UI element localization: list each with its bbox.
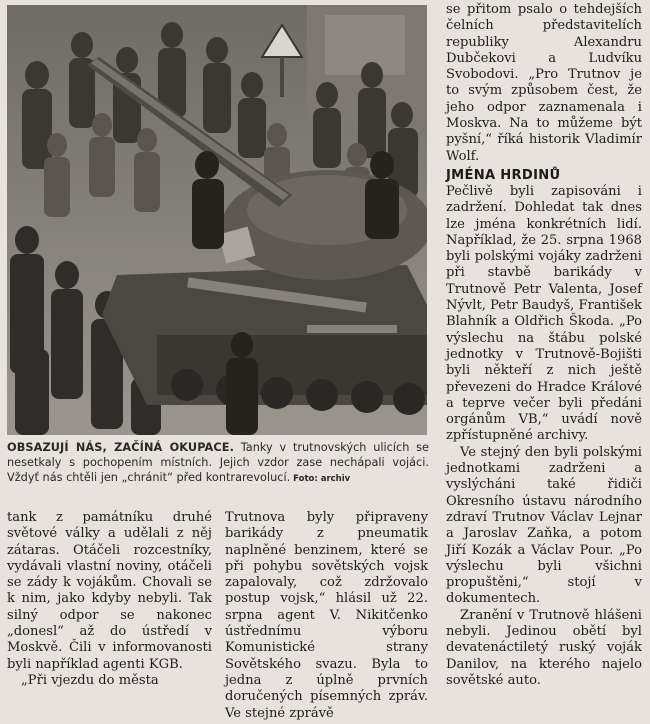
tank-crowd-illustration <box>7 5 427 435</box>
paragraph: „Při vjezdu do města <box>21 672 159 688</box>
caption-text: Tanky v trutnovských ulicích se nesetkaly s pochopením místních. Jejich vzdor zase nechápali vojáci. Vždyť nás chtěli jen „chránit“ před kontrarevolucí. <box>7 441 430 484</box>
paragraph: Trutnova byly připraveny barikády z pneumatik naplněné benzinem, které se při pohybu sovětských vojsk zapalovaly, což zdržovalo postup vojsk,“ hlásil už 22. srpna agent V. Nikitčenko ústřednímu výboru Komunistické strany Sovětského svazu. Byla to jedna z úplně prvních doručených písemných zpráv. Ve stejné zprávě <box>225 510 428 721</box>
paragraph: Zranění v Trutnově hlášeni nebyli. Jedinou obětí byl devatenáctiletý ruský voják Danilov, na kterého najelo sovětské auto. <box>446 607 642 688</box>
section-heading: JMÉNA HRDINŮ <box>446 167 561 183</box>
news-photo <box>7 5 427 435</box>
paragraph: se přitom psalo o tehdejších čelních představitelích republiky Alexandru Dubčekovi a Ludvíku Svobodovi. „Pro Trutnov je to svým způsobem čest, že jeho odpor zaznamenala i Moskva. Na to můžeme být pyšní,“ říká historik Vladimír Wolf. <box>446 2 642 164</box>
article-column-right <box>446 2 642 689</box>
article-column-bottom-middle <box>225 510 428 722</box>
paragraph: Ve stejný den byli polskými jednotkami zadrženi a vyslýcháni také řidiči Okresního ústavu národního zdraví Trutnov Václav Lejnar a Jaroslav Zaňka, a potom Jiří Kozák a Václav Pour. „Po výslechu byli všichni propuštěni,“ stojí v dokumentech. <box>446 444 642 607</box>
paragraph: tank z památníku druhé světové války a udělali z něj zátaras. Otáčeli rozcestníky, vydávali vlastní noviny, otáčeli se zády k vojákům. Chovali se k nim, jako kdyby nebyli. Tak silný odpor se nakonec „donesl“ až do ústředí v Moskvě. Čili v informovanosti byli například agenti KGB. <box>7 510 212 672</box>
caption-title: OBSAZUJÍ NÁS, ZAČÍNÁ OKUPACE. <box>7 441 234 454</box>
article-column-bottom-left <box>7 510 212 689</box>
photo-caption <box>7 440 429 487</box>
paragraph: Pečlivě byli zapisováni i zadržení. Dohledat tak dnes lze jména konkrétních lidí. Například, že 25. srpna 1968 byli polskými vojáky zadrženi při stavbě barikády v Trutnově Petr Valenta, Josef Nývlt, Petr Baudyš, František Blahník a Oldřich Škoda. „Po výslechu na štábu polské jednotky v Trutnově-Bojišti byli někteří z nich ještě převezeni do Hradce Králové a teprve večer byli předáni orgánům VB,“ uvádí nově zpřístupněné archivy. <box>446 183 642 444</box>
caption-credit: Foto: archiv <box>290 474 351 484</box>
